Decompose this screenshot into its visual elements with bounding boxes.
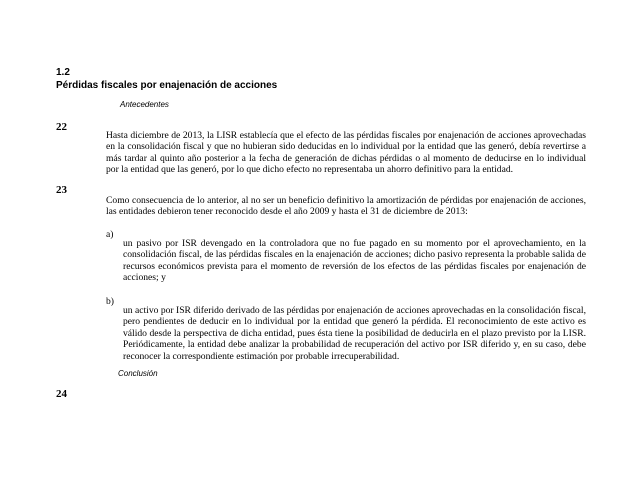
paragraph-number-23: 23 [56, 184, 67, 196]
list-item-label-b: b) [106, 296, 114, 307]
subheading-conclusion: Conclusión [118, 369, 158, 378]
paragraph-number-22: 22 [56, 121, 67, 133]
paragraph-number-24: 24 [56, 388, 67, 400]
subheading-antecedentes: Antecedentes [120, 100, 169, 109]
section-number: 1.2 [56, 67, 70, 78]
section-title: Pérdidas fiscales por enajenación de acciones [56, 80, 278, 91]
list-item-b-text: un activo por ISR diferido derivado de las pérdidas por enajenación de acciones aprovechadas en la consolidación fiscal, pero pendientes de deducir en lo individual por la entidad que generó la pérdida. El reconocimiento de este activo es válido desde la perspectiva de dicha entidad, pues ésta tiene la posibilidad de deducirla en el plazo previsto por la LISR. Periódicamente, la entidad debe analizar la probabilidad de recuperación del activo por ISR diferido y, en su caso, debe reconocer la correspondiente estimación por probable irrecuperabilidad. [123, 305, 586, 362]
paragraph-22-text: Hasta diciembre de 2013, la LISR establecía que el efecto de las pérdidas fiscales por enajenación de acciones aprovechadas en la consolidación fiscal y que no hubieran sido deducidas en lo individual por la entidad que las generó, debía revertirse a más tardar al quinto año posterior a la fecha de generación de dichas pérdidas o al momento de deducirse en lo individual por la entidad que las generó, por lo que dicho efecto no representaba un ahorro definitivo para la entidad. [106, 130, 586, 176]
list-item-a-text: un pasivo por ISR devengado en la controladora que no fue pagado en su momento por el aprovechamiento, en la consolidación fiscal, de las pérdidas fiscales en la enajenación de acciones; dicho pasivo representa la probable salida de recursos económicos prevista para el momento de reversión de los efectos de las pérdidas fiscales por enajenación de acciones; y [123, 238, 586, 284]
paragraph-23-text: Como consecuencia de lo anterior, al no ser un beneficio definitivo la amortización de pérdidas por enajenación de acciones, las entidades debieron tener reconocido desde el año 2009 y hasta el 31 de diciembre de 2013: [106, 195, 586, 218]
list-item-label-a: a) [106, 229, 114, 240]
